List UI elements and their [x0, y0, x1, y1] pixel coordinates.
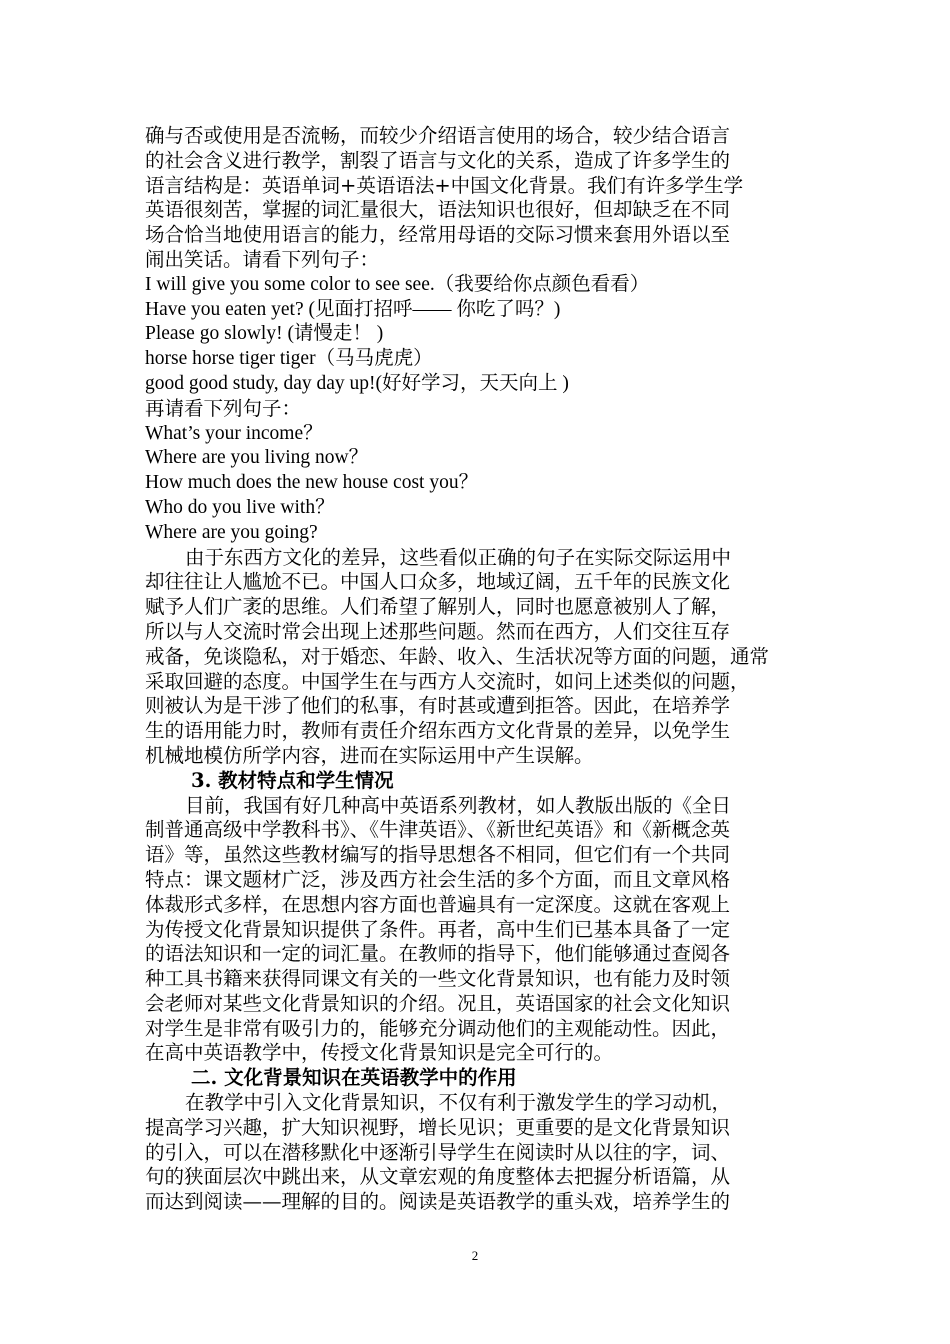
section-heading-2: 二. 文化背景知识在英语教学中的作用 — [191, 1066, 517, 1090]
text-line: 的引入，可以在潜移默化中逐渐引导学生在阅读时从以往的字，词、 — [145, 1140, 731, 1164]
example-sentence: Please go slowly! (请慢走！ ) — [145, 323, 384, 345]
example-sentence: Who do you live with？ — [145, 496, 335, 518]
text-line: 由于东西方文化的差异，这些看似正确的句子在实际交际运用中 — [185, 545, 732, 569]
text-line: 提高学习兴趣，扩大知识视野，增长见识；更重要的是文化背景知识 — [145, 1115, 731, 1139]
page-number: 2 — [471, 1248, 479, 1263]
text-line: 确与否或使用是否流畅，而较少介绍语言使用的场合，较少结合语言 — [145, 124, 731, 147]
text-line: 为传授文化背景知识提供了条件。再者，高中生们已基本具备了一定 — [145, 917, 731, 941]
text-line: 采取回避的态度。中国学生在与西方人交流时，如问上述类似的问题， — [145, 669, 750, 693]
text-line: 场合恰当地使用语言的能力，经常用母语的交际习惯来套用外语以至 — [145, 223, 731, 247]
section-heading-3: 3. 教材特点和学生情况 — [191, 768, 394, 792]
text-line: 而达到阅读——理解的目的。阅读是英语教学的重头戏，培养学生的 — [145, 1190, 731, 1214]
example-sentence: horse horse tiger tiger（马马虎虎） — [145, 348, 433, 370]
example-sentence: Have you eaten yet? (见面打招呼—— 你吃了吗？) — [145, 298, 561, 320]
text-line: 所以与人交流时常会出现上述那些问题。然而在西方，人们交往互存 — [145, 619, 731, 643]
text-line: 语言结构是：英语单词+英语语法+中国文化背景。我们有许多学生学 — [145, 173, 744, 197]
text-line: 会老师对某些文化背景知识的介绍。况且，英语国家的社会文化知识 — [145, 991, 731, 1015]
example-sentence: good good study, day day up!(好好学习，天天向上 ) — [145, 372, 569, 394]
text-line: 制普通高级中学教科书》、《牛津英语》、《新世纪英语》和《新概念英 — [145, 818, 731, 842]
example-sentence: Where are you living now？ — [145, 447, 369, 469]
text-line: 在教学中引入文化背景知识，不仅有利于激发学生的学习动机， — [185, 1091, 732, 1115]
paragraph-role — [145, 1091, 825, 1215]
text-line: 却往往让人尴尬不已。中国人口众多，地域辽阔，五千年的民族文化 — [145, 570, 731, 594]
text-line: 目前，我国有好几种高中英语系列教材，如人教版出版的《全日 — [185, 793, 732, 817]
text-line: 生的语用能力时，教师有责任介绍东西方文化背景的差异，以免学生 — [145, 719, 731, 743]
example-sentence: What’s your income？ — [145, 422, 323, 444]
text-line: 英语很刻苦，掌握的词汇量很大，语法知识也很好，但却缺乏在不同 — [145, 198, 731, 222]
examples-2-intro: 再请看下列句子： — [145, 396, 302, 420]
example-sentence: Where are you going? — [145, 521, 318, 543]
document-page — [145, 124, 825, 1215]
example-list-2 — [145, 422, 825, 546]
text-line: 句的狭面层次中跳出来，从文章宏观的角度整体去把握分析语篇，从 — [145, 1165, 731, 1189]
text-line: 对学生是非常有吸引力的，能够充分调动他们的主观能动性。因此， — [145, 1016, 731, 1040]
text-line: 的语法知识和一定的词汇量。在教师的指导下，他们能够通过查阅各 — [145, 942, 731, 966]
text-line: 的社会含义进行教学，割裂了语言与文化的关系，造成了许多学生的 — [145, 148, 731, 172]
text-line: 语》等，虽然这些教材编写的指导思想各不相同，但它们有一个共同 — [145, 843, 731, 867]
text-line: 机械地模仿所学内容，进而在实际运用中产生误解。 — [145, 743, 594, 767]
example-sentence: I will give you some color to see see.（我要给你点颜色看看） — [145, 273, 650, 295]
paragraph-textbook — [145, 794, 825, 1067]
text-line: 戒备，免谈隐私，对于婚恋、年龄、收入、生活状况等方面的问题，通常 — [145, 644, 770, 668]
text-line: 特点：课文题材广泛，涉及西方社会生活的多个方面，而且文章风格 — [145, 867, 731, 891]
text-line: 在高中英语教学中，传授文化背景知识是完全可行的。 — [145, 1041, 614, 1065]
text-line: 闹出笑话。请看下列句子： — [145, 247, 380, 271]
text-line: 体裁形式多样，在思想内容方面也普遍具有一定深度。这就在客观上 — [145, 892, 731, 916]
example-sentence: How much does the new house cost you？ — [145, 472, 479, 494]
paragraph-intro — [145, 124, 825, 273]
text-line: 种工具书籍来获得同课文有关的一些文化背景知识，也有能力及时领 — [145, 967, 731, 991]
text-line: 则被认为是干涉了他们的私事，有时甚或遭到拒答。因此，在培养学 — [145, 694, 731, 718]
paragraph-culture — [145, 546, 825, 769]
text-line: 赋予人们广袤的思维。人们希望了解别人，同时也愿意被别人了解， — [145, 595, 731, 619]
example-list-1 — [145, 273, 825, 397]
